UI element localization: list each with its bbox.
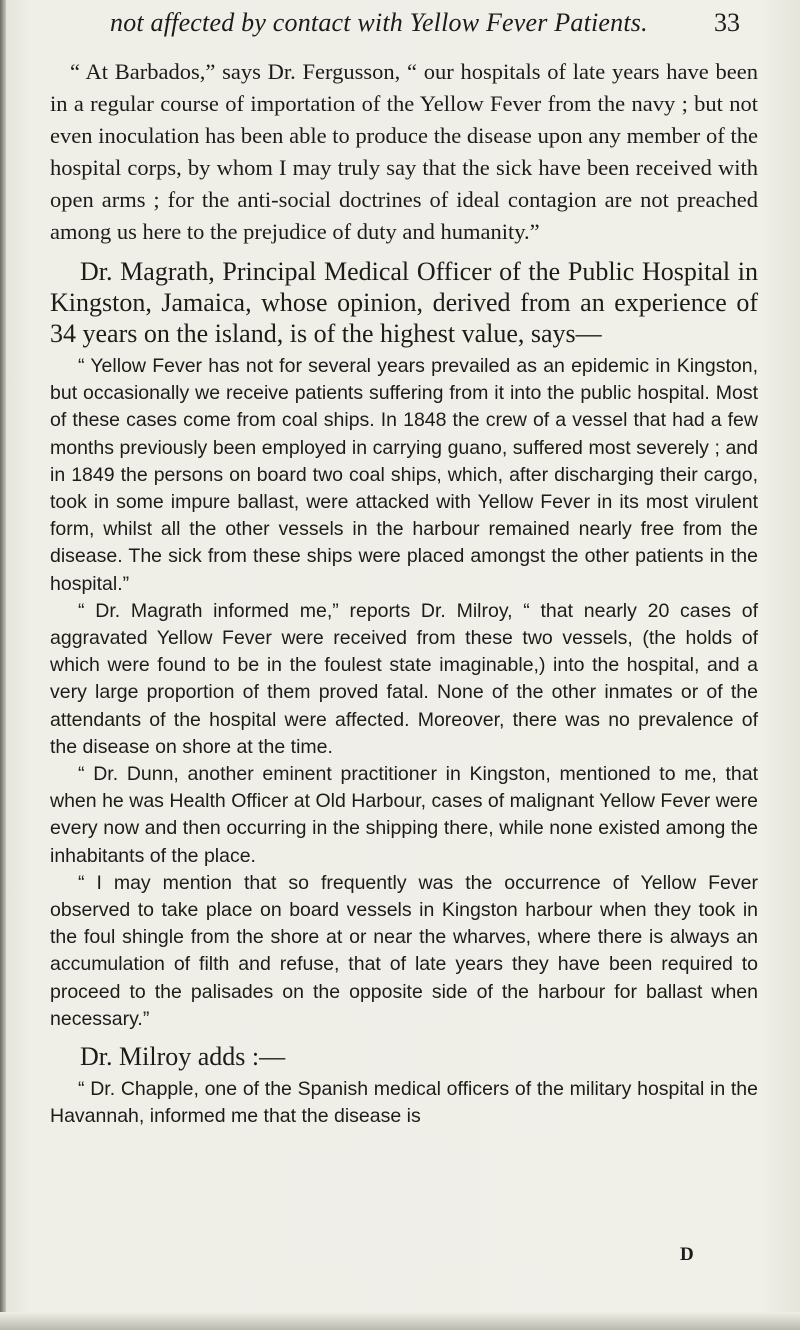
binding-shadow <box>0 0 6 1330</box>
paragraph-chapple-quote: “ Dr. Chapple, one of the Spanish medical officers of the military hospital in the Havannah, informed me that the disease is <box>50 1078 758 1128</box>
paragraph-magrath-intro: Dr. Magrath, Principal Medical Officer of the Public Hospital in Kingston, Jamaica, whose opinion, derived from an experience of 34 years on the island, is of the highest value, says— <box>50 257 758 348</box>
paragraph-milroy-report: “ Dr. Magrath informed me,” reports Dr. Milroy, “ that nearly 20 cases of aggravated Yellow Fever were received from these two vessels, (the holds of which were found to be in the foulest state imaginable,) into the hospital, and a very large proportion of them proved fatal. None of the other inmates or of the attendants of the hospital were affected. Moreover, there was no prevalence of the disease on shore at the time. <box>50 599 758 758</box>
paragraph-barbados-quote: “ At Barbados,” says Dr. Fergusson, “ our hospitals of late years have been in a regular course of importation of the Yellow Fever from the navy ; but not even inoculation has been able to produce the disease upon any member of the hospital corps, by whom I may truly say that the sick have been received with open arms ; for the anti-social doctrines of ideal contagion are not preached among us here to the prejudice of duty and humanity.” <box>50 59 758 244</box>
running-title: not affected by contact with Yellow Fever Patients. <box>110 8 648 37</box>
page-bottom-edge <box>0 1312 800 1330</box>
signature-mark: D <box>680 1244 694 1265</box>
paragraph-milroy-adds: Dr. Milroy adds :— <box>80 1042 286 1072</box>
body-text <box>50 56 758 1130</box>
page-header <box>110 8 740 44</box>
paragraph-ballast-quote: “ I may mention that so frequently was the occurrence of Yellow Fever observed to take place on board vessels in Kingston harbour when they took in the foul shingle from the shore at or near the wharves, where there is always an accumulation of filth and refuse, that of late years they have been required to proceed to the palisades on the opposite side of the harbour for ballast when necessary.” <box>50 871 758 1030</box>
paragraph-kingston-quote: “ Yellow Fever has not for several years prevailed as an epidemic in Kingston, but occasionally we receive patients suffering from it into the public hospital. Most of these cases come from coal ships. In 1848 the crew of a vessel that had a few months previously been employed in carrying guano, suffered most severely ; and in 1849 the persons on board two coal ships, which, after discharging their cargo, took in some impure ballast, were attacked with Yellow Fever in its most virulent form, whilst all the other vessels in the harbour remained nearly free from the disease. The sick from these ships were placed amongst the other patients in the hospital.” <box>50 355 758 595</box>
paragraph-dunn-quote: “ Dr. Dunn, another eminent practitioner in Kingston, mentioned to me, that when he was Health Officer at Old Harbour, cases of malignant Yellow Fever were every now and then occurring in the shipping there, while none existed among the inhabitants of the place. <box>50 763 758 867</box>
page-number: 33 <box>714 8 740 37</box>
